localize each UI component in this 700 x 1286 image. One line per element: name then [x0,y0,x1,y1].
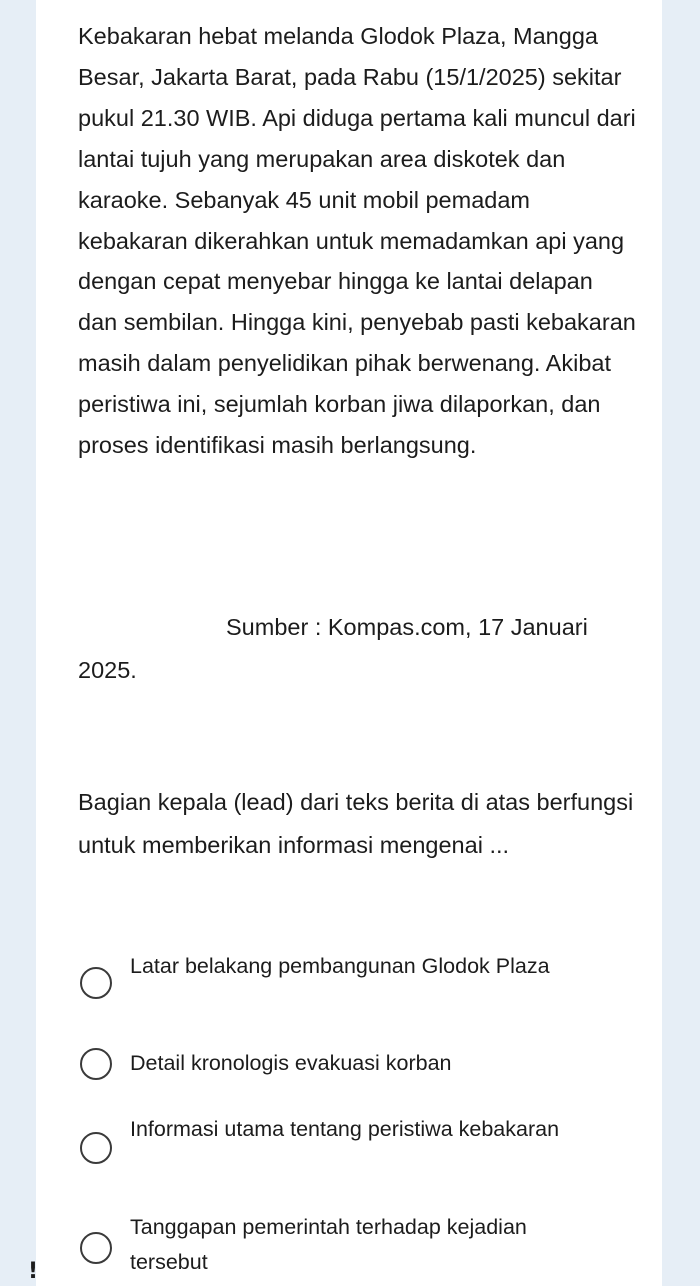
option-label: Latar belakang pembangunan Glodok Plaza [130,954,550,978]
radio-button[interactable] [80,1048,112,1080]
news-passage: Kebakaran hebat melanda Glodok Plaza, Mangga Besar, Jakarta Barat, pada Rabu (15/1/2025) sekitar pukul 21.30 WIB. Api diduga pertama kali muncul dari lantai tujuh yang merupakan area diskotek dan karaoke. Sebanyak 45 unit mobil pemadam kebakaran dikerahkan untuk memadamkan api yang dengan cepat menyebar hingga ke lantai delapan dan sembilan. Hingga kini, penyebab pasti kebakaran masih dalam penyelidikan pihak berwenang. Akibat peristiwa ini, sejumlah korban jiwa dilaporkan, dan proses identifikasi masih berlangsung. [78,23,636,459]
option-c[interactable] [78,1112,638,1182]
option-label: Tanggapan pemerintah terhadap kejadian tersebut [130,1215,527,1274]
alert-icon[interactable]: ! [27,1259,39,1284]
source-citation: Sumber : Kompas.com, 17 Januari 2025. [78,614,588,683]
radio-button[interactable] [80,1132,112,1164]
radio-button[interactable] [80,967,112,999]
option-a[interactable] [78,949,638,1019]
option-label: Informasi utama tentang peristiwa kebakaran [130,1117,560,1141]
option-d[interactable] [78,1210,638,1280]
option-label: Detail kronologis evakuasi korban [130,1051,452,1075]
question-text: Bagian kepala (lead) dari teks berita di atas berfungsi untuk memberikan informasi mengenai ... [78,789,634,858]
option-b[interactable] [78,1046,638,1116]
radio-button[interactable] [80,1232,112,1264]
